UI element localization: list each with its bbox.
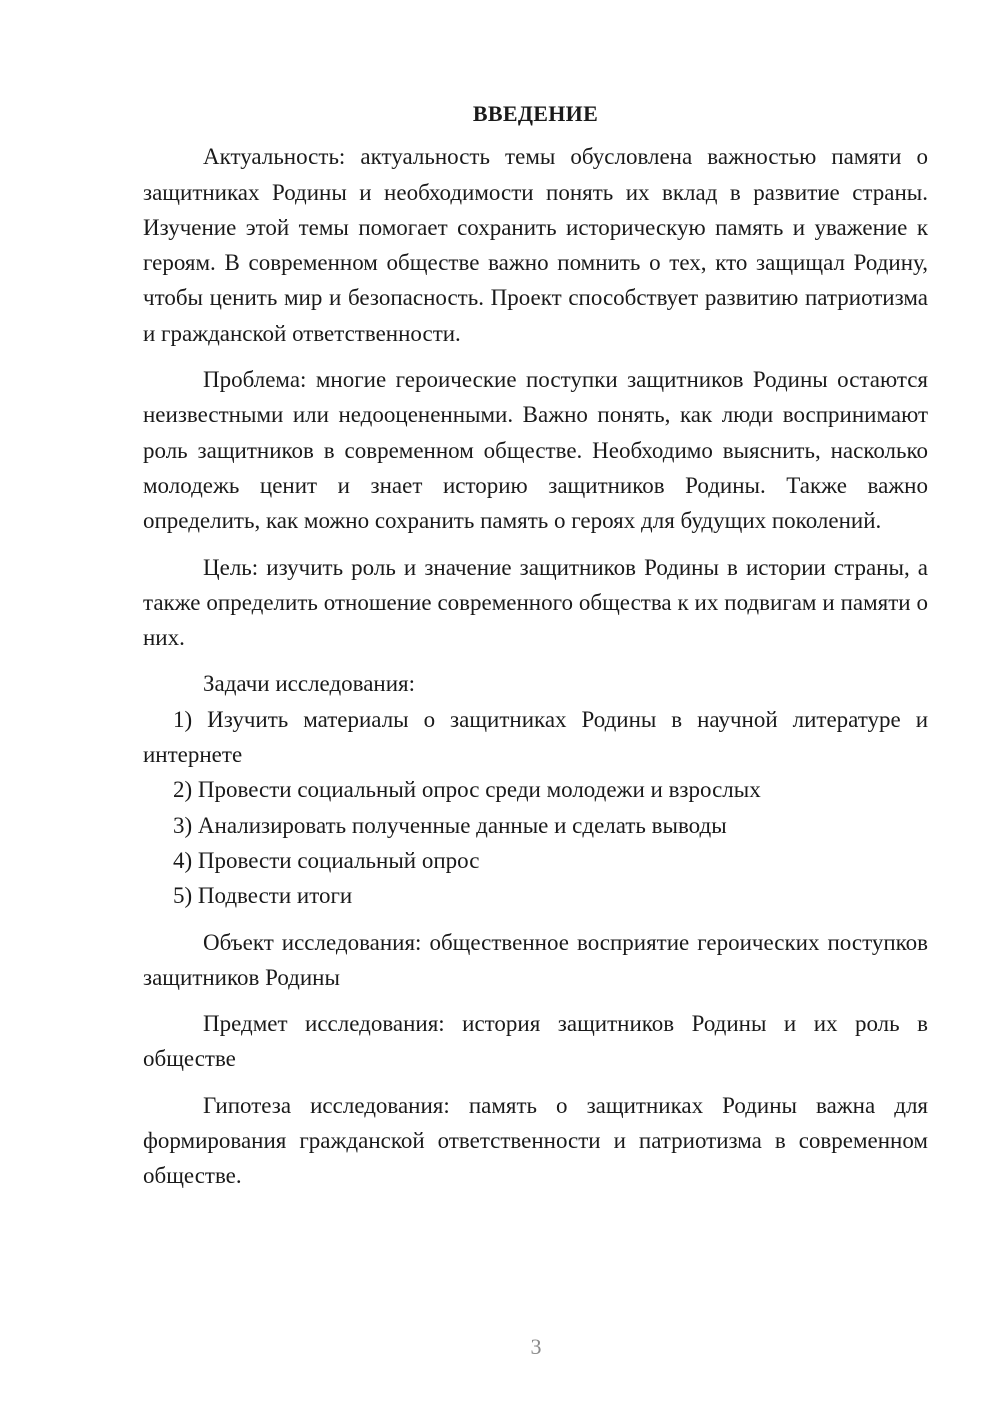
task-item-2: 2) Провести социальный опрос среди молодежи и взрослых [173,777,761,803]
task-item-4: 4) Провести социальный опрос [173,847,480,873]
subject-paragraph: Предмет исследования: история защитников Родины и их роль в обществе [143,1011,928,1072]
section-heading: ВВЕДЕНИЕ [472,101,599,126]
relevance-paragraph: Актуальность: актуальность темы обусловлена важностью памяти о защитниках Родины и необходимости понять их вклад в развитие страны. Изучение этой темы помогает сохранить историческую память и уважение к героям. В современном обществе важно помнить о тех, кто защищал Родину, чтобы ценить мир и безопасность. Проект способствует развитию патриотизма и гражданской ответственности. [143,144,928,346]
problem-paragraph: Проблема: многие героические поступки защитников Родины остаются неизвестными или недооцененными. Важно понять, как люди воспринимают роль защитников в современном обществе. Необходимо выяснить, насколько молодежь ценит и знает историю защитников Родины. Также важно определить, как можно сохранить память о героях для будущих поколений. [143,367,928,534]
page-number: 3 [530,1334,542,1359]
goal-paragraph: Цель: изучить роль и значение защитников Родины в истории страны, а также определить отношение современного общества к их подвигам и памяти о них. [143,554,928,651]
page-content [143,96,928,1194]
hypothesis-paragraph: Гипотеза исследования: память о защитниках Родины важна для формирования гражданской ответственности и патриотизма в современном обществе. [143,1092,928,1189]
task-item-5: 5) Подвести итоги [173,883,353,909]
object-paragraph: Объект исследования: общественное восприятие героических поступков защитников Родины [143,929,928,990]
task-item-1: 1) Изучить материалы о защитниках Родины в научной литературе и интернете [143,706,928,768]
task-item-3: 3) Анализировать полученные данные и сделать выводы [173,812,727,838]
tasks-heading: Задачи исследования: [203,671,416,697]
